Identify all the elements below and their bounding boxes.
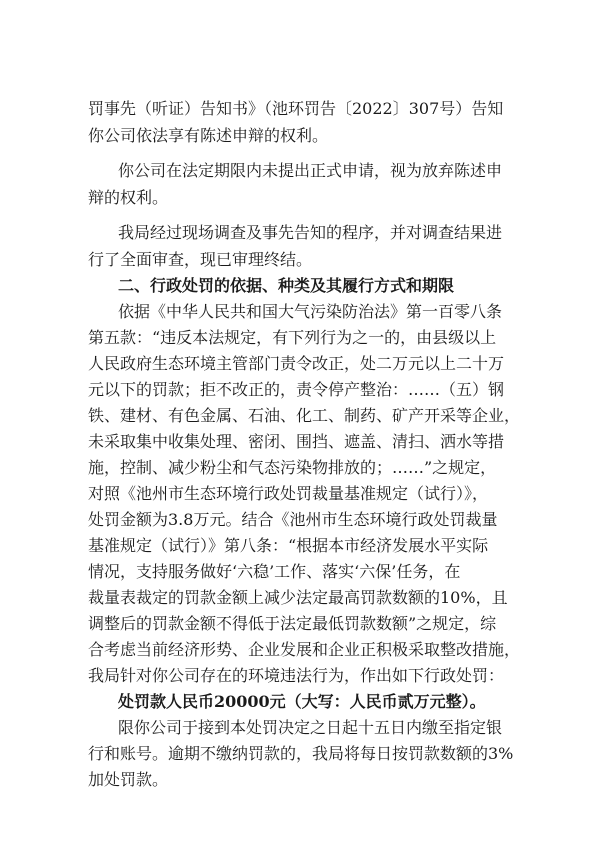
text-line: 行了全面审查，现已审理终结。 (88, 250, 313, 269)
text-line: 铁、建材、有色金属、石油、化工、制药、矿产开采等企业， (88, 406, 521, 425)
text-line: 调整后的罚款金额不得低于法定最低罚款数额”之规定，综 (88, 614, 497, 633)
text-line: 情况，支持服务做好‘六稳’工作、落实‘六保’任务，在 (88, 562, 461, 581)
text-line: 你公司依法享有陈述申辩的权利。 (88, 126, 329, 145)
text-line: 你公司在法定期限内未提出正式申请，视为放弃陈述申 (118, 161, 503, 180)
text-line: 限你公司于接到本处罚决定之日起十五日内缴至指定银 (118, 718, 503, 737)
text-line: 人民政府生态环境主管部门责令改正，处二万元以上二十万 (88, 354, 505, 373)
text-line: 第五款：“违反本法规定，有下列行为之一的，由县级以上 (88, 328, 497, 347)
text-line: 合考虑当前经济形势、企业发展和企业正积极采取整改措施， (88, 640, 521, 659)
text-line: 对照《池州市生态环境行政处罚裁量基准规定（试行）》， (88, 484, 489, 503)
text-line: 施，控制、减少粉尘和气态污染物排放的；……”之规定， (88, 458, 497, 477)
text-line: 我局经过现场调查及事先告知的程序，并对调查结果进 (118, 223, 503, 242)
text-line: 未采取集中收集处理、密闭、围挡、遮盖、清扫、洒水等措 (88, 432, 505, 451)
text-line: 行和账号。逾期不缴纳罚款的，我局将每日按罚款数额的3% (88, 744, 514, 763)
section-heading: 二、行政处罚的依据、种类及其履行方式和期限 (118, 276, 455, 295)
text-line: 罚事先（听证）告知书》（池环罚告〔2022〕307号）告知 (88, 99, 504, 118)
text-line: 裁量表裁定的罚款金额上减少法定最高罚款数额的10%，且 (88, 588, 508, 607)
text-line: 处罚金额为3.8万元。结合《池州市生态环境行政处罚裁量 (88, 510, 498, 529)
text-line: 辩的权利。 (88, 188, 169, 207)
text-line: 加处罚款。 (88, 770, 169, 789)
text-line: 元以下的罚款；拒不改正的，责令停产整治：……（五）钢 (88, 380, 505, 399)
text-line: 基准规定（试行）》第八条：“根据本市经济发展水平实际 (88, 536, 489, 555)
penalty-statement: 处罚款人民币20000元（大写：人民币贰万元整）。 (118, 692, 486, 711)
text-line: 依据《中华人民共和国大气污染防治法》第一百零八条 (118, 302, 503, 321)
text-line: 我局针对你公司存在的环境违法行为，作出如下行政处罚： (88, 666, 505, 685)
